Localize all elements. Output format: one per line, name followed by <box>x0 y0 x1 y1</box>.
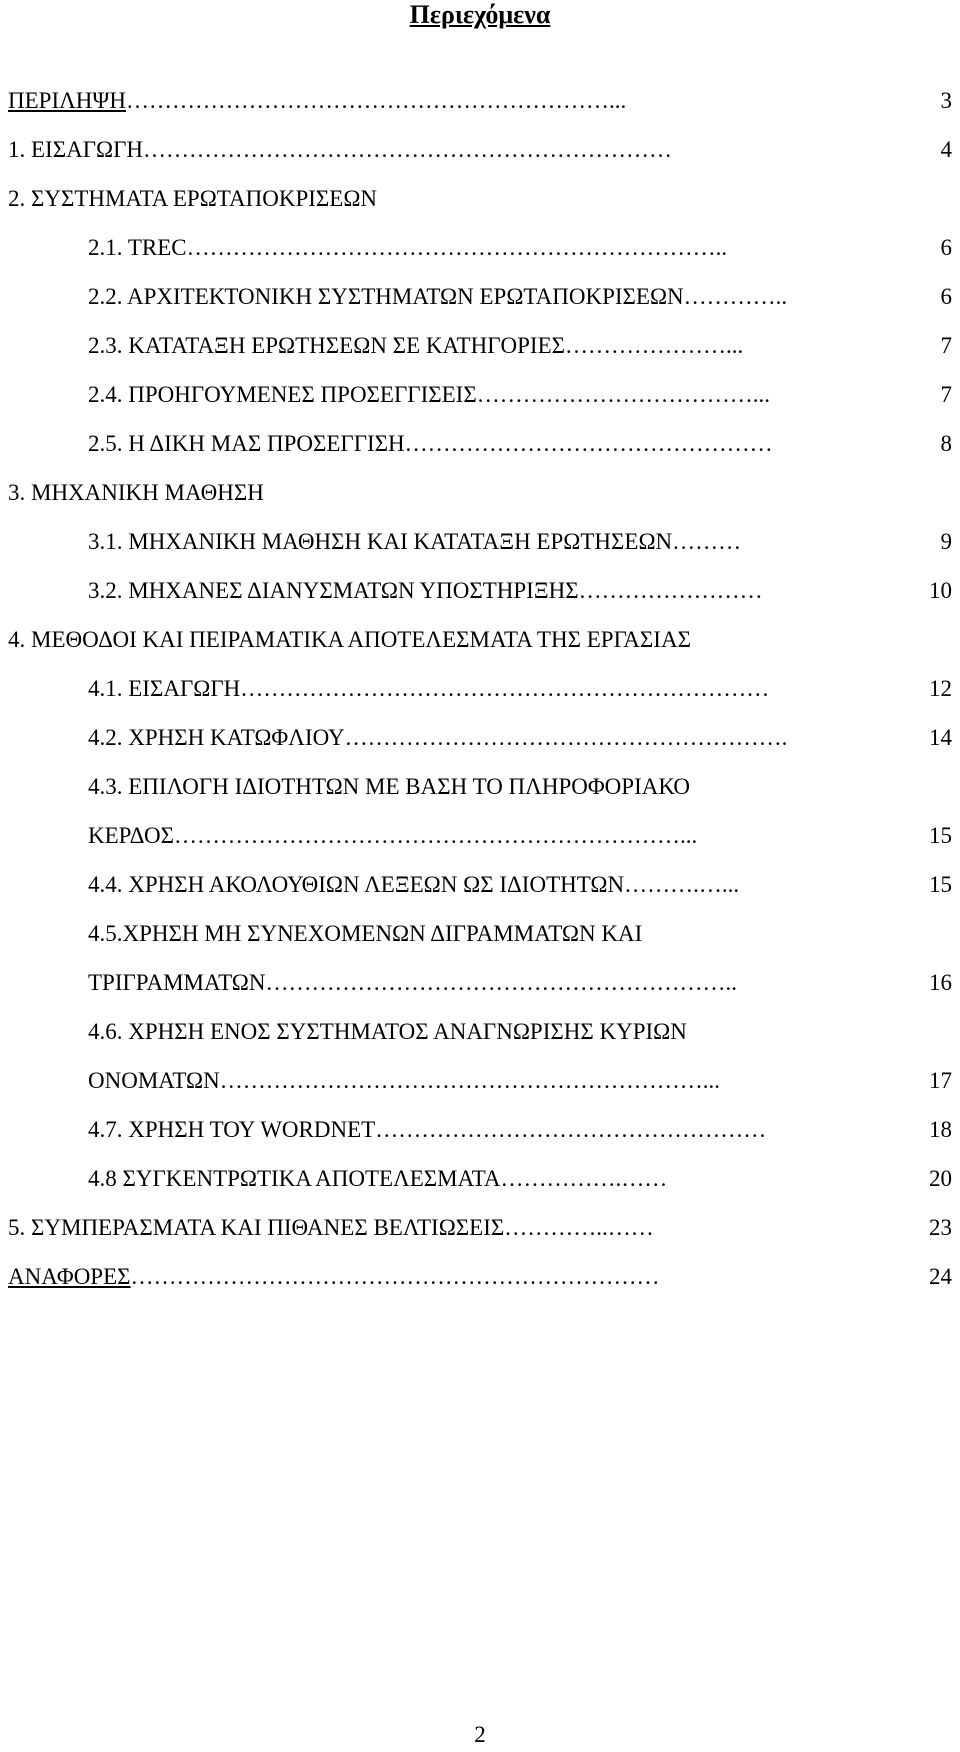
toc-entry-leader: …………………………………………………………… <box>130 1264 660 1289</box>
toc-entry-leader: …………………………………………………. <box>344 725 788 750</box>
toc-entry-leader: …………………... <box>565 333 744 358</box>
toc-entry-label: ΟΝΟΜΑΤΩΝ <box>88 1068 220 1093</box>
toc-entry-page: 15 <box>927 870 952 900</box>
toc-entry-leader: …………..…… <box>504 1215 654 1240</box>
toc-entry-names[interactable] <box>88 1066 952 1096</box>
toc-entry-ml-classification[interactable] <box>88 527 952 557</box>
toc-entry-label: 2.5. Η ΔΙΚΗ ΜΑΣ ΠΡΟΣΕΓΓΙΣΗ <box>88 431 405 456</box>
toc-entry-summary-results[interactable] <box>88 1164 952 1194</box>
toc-entry-page: 14 <box>927 723 952 753</box>
toc-entry-threshold[interactable] <box>88 723 952 753</box>
toc-entry-label: ΚΕΡΔΟΣ <box>88 823 175 848</box>
toc-entry-label: 4.4. ΧΡΗΣΗ ΑΚΟΛΟΥΘΙΩΝ ΛΕΞΕΩΝ ΩΣ ΙΔΙΟΤΗΤΩΝ <box>88 872 625 897</box>
toc-entry-label: 3. ΜΗΧΑΝΙΚΗ ΜΑΘΗΣΗ <box>8 480 264 505</box>
toc-entry-word-sequences[interactable] <box>88 870 952 900</box>
toc-entry-page: 15 <box>927 821 952 851</box>
toc-entry-leader: …………………………………………… <box>375 1117 767 1142</box>
toc-entry-page: 7 <box>939 331 953 361</box>
toc-entry-label: 2.3. ΚΑΤΑΤΑΞΗ ΕΡΩΤΗΣΕΩΝ ΣΕ ΚΑΤΗΓΟΡΙΕΣ <box>88 333 566 358</box>
toc-entry-page: 17 <box>927 1066 952 1096</box>
toc-entry-label: 5. ΣΥΜΠΕΡΑΣΜΑΤΑ ΚΑΙ ΠΙΘΑΝΕΣ ΒΕΛΤΙΩΣΕΙΣ <box>8 1215 505 1240</box>
toc-entry-page: 6 <box>939 233 953 263</box>
toc-entry-label: ΤΡΙΓΡΑΜΜΑΤΩΝ <box>88 970 266 995</box>
toc-entry-trigrams[interactable] <box>88 968 952 998</box>
toc-entry-abstract[interactable] <box>8 86 952 116</box>
toc-entry-page: 9 <box>939 527 953 557</box>
toc-entry-label: 4.5.ΧΡΗΣΗ ΜΗ ΣΥΝΕΧΟΜΕΝΩΝ ΔΙΓΡΑΜΜΑΤΩΝ ΚΑΙ <box>88 921 643 946</box>
page-number: 2 <box>474 1722 486 1747</box>
toc-entry-page: 16 <box>927 968 952 998</box>
toc-entry-introduction[interactable] <box>8 135 952 165</box>
toc-entry-label: 4.3. ΕΠΙΛΟΓΗ ΙΔΙΟΤΗΤΩΝ ΜΕ ΒΑΣΗ ΤΟ ΠΛΗΡΟΦΟΡΙΑΚΟ <box>88 774 690 799</box>
toc-entry-label: 4.1. ΕΙΣΑΓΩΓΗ <box>88 676 241 701</box>
toc-entry-feature-selection[interactable] <box>88 772 952 802</box>
toc-entry-leader: …………………………………………………….. <box>265 970 737 995</box>
toc-entry-page: 4 <box>939 135 953 165</box>
toc-entry-architecture[interactable] <box>88 282 952 312</box>
toc-entry-page: 18 <box>927 1115 952 1145</box>
toc-entry-leader: …………………… <box>578 578 763 603</box>
toc-entry-label: 3.2. ΜΗΧΑΝΕΣ ΔΙΑΝΥΣΜΑΤΩΝ ΥΠΟΣΤΗΡΙΞΗΣ <box>88 578 579 603</box>
toc-entry-leader: ……… <box>672 529 742 554</box>
toc-entry-previous-approaches[interactable] <box>88 380 952 410</box>
toc-entry-svm[interactable] <box>88 576 952 606</box>
toc-entry-page: 6 <box>939 282 953 312</box>
toc-entry-leader: …………………………………………………………… <box>240 676 770 701</box>
toc-entry-page: 8 <box>939 429 953 459</box>
toc-entry-leader: …………………………………………………………….. <box>186 235 728 260</box>
toc-entry-ner-system[interactable] <box>88 1017 952 1047</box>
page-title: Περιεχόμενα <box>409 0 551 29</box>
toc-entry-leader: ………………………………………………………... <box>125 88 627 113</box>
toc-entry-label: ΠΕΡΙΛΗΨΗ <box>8 88 126 113</box>
toc-entry-leader: ………….. <box>683 284 788 309</box>
toc-entry-label: 4. ΜΕΘΟΔΟΙ ΚΑΙ ΠΕΙΡΑΜΑΤΙΚΑ ΑΠΟΤΕΛΕΣΜΑΤΑ ΤΗΣ ΕΡΓΑΣΙΑΣ <box>8 627 691 652</box>
toc-entry-our-approach[interactable] <box>88 429 952 459</box>
toc-entry-conclusions[interactable] <box>8 1213 952 1243</box>
toc-entry-leader: …………………………………………………………… <box>143 137 673 162</box>
toc-entry-page: 12 <box>927 674 952 704</box>
toc-entry-page: 10 <box>927 576 952 606</box>
toc-entry-trec[interactable] <box>88 233 952 263</box>
toc-entry-leader: ………………………………………………………... <box>219 1068 720 1093</box>
toc-entry-classification[interactable] <box>88 331 952 361</box>
toc-entry-machine-learning[interactable] <box>8 478 952 508</box>
toc-entry-label: 4.6. ΧΡΗΣΗ ΕΝΟΣ ΣΥΣΤΗΜΑΤΟΣ ΑΝΑΓΝΩΡΙΣΗΣ ΚΥΡΙΩΝ <box>88 1019 687 1044</box>
toc-entry-leader: ………………………………………… <box>404 431 773 456</box>
toc-entry-label: ΑΝΑΦΟΡΕΣ <box>8 1264 131 1289</box>
toc-entry-noncontiguous[interactable] <box>88 919 952 949</box>
toc-entry-methods[interactable] <box>8 625 952 655</box>
toc-entry-label: 2.1. TREC <box>88 235 187 260</box>
toc-entry-label: 4.2. ΧΡΗΣΗ ΚΑΤΩΦΛΙΟΥ <box>88 725 345 750</box>
toc-entry-leader: …………………………………………………………... <box>174 823 698 848</box>
toc-entry-wordnet[interactable] <box>88 1115 952 1145</box>
toc-entry-leader: …………….…… <box>500 1166 668 1191</box>
toc-entry-page: 3 <box>939 86 953 116</box>
toc-entry-page: 24 <box>927 1262 952 1292</box>
toc-entry-methods-intro[interactable] <box>88 674 952 704</box>
toc-entry-qa-systems[interactable] <box>8 184 952 214</box>
toc-entry-label: 3.1. ΜΗΧΑΝΙΚΗ ΜΑΘΗΣΗ ΚΑΙ ΚΑΤΑΤΑΞΗ ΕΡΩΤΗΣΕΩΝ <box>88 529 673 554</box>
toc-entry-page: 23 <box>927 1213 952 1243</box>
toc-entry-label: 2.4. ΠΡΟΗΓΟΥΜΕΝΕΣ ΠΡΟΣΕΓΓΙΣΕΙΣ <box>88 382 477 407</box>
toc-entry-label: 4.8 ΣΥΓΚΕΝΤΡΩΤΙΚΑ ΑΠΟΤΕΛΕΣΜΑΤΑ <box>88 1166 501 1191</box>
toc-entry-label: 2.2. ΑΡΧΙΤΕΚΤΟΝΙΚΗ ΣΥΣΤΗΜΑΤΩΝ ΕΡΩΤΑΠΟΚΡΙΣΕΩΝ <box>88 284 684 309</box>
toc-entry-information-gain[interactable] <box>88 821 952 851</box>
toc-entry-label: 1. ΕΙΣΑΓΩΓΗ <box>8 137 144 162</box>
toc-entry-label: 2. ΣΥΣΤΗΜΑΤΑ ΕΡΩΤΑΠΟΚΡΙΣΕΩΝ <box>8 186 378 211</box>
toc-entry-references[interactable] <box>8 1262 952 1292</box>
toc-entry-label: 4.7. ΧΡΗΣΗ ΤΟΥ WORDNET <box>88 1117 376 1142</box>
toc-entry-page: 20 <box>927 1164 952 1194</box>
toc-entry-leader: ………………………………... <box>476 382 770 407</box>
toc-entry-leader: ……….…... <box>624 872 740 897</box>
toc-entry-page: 7 <box>939 380 953 410</box>
